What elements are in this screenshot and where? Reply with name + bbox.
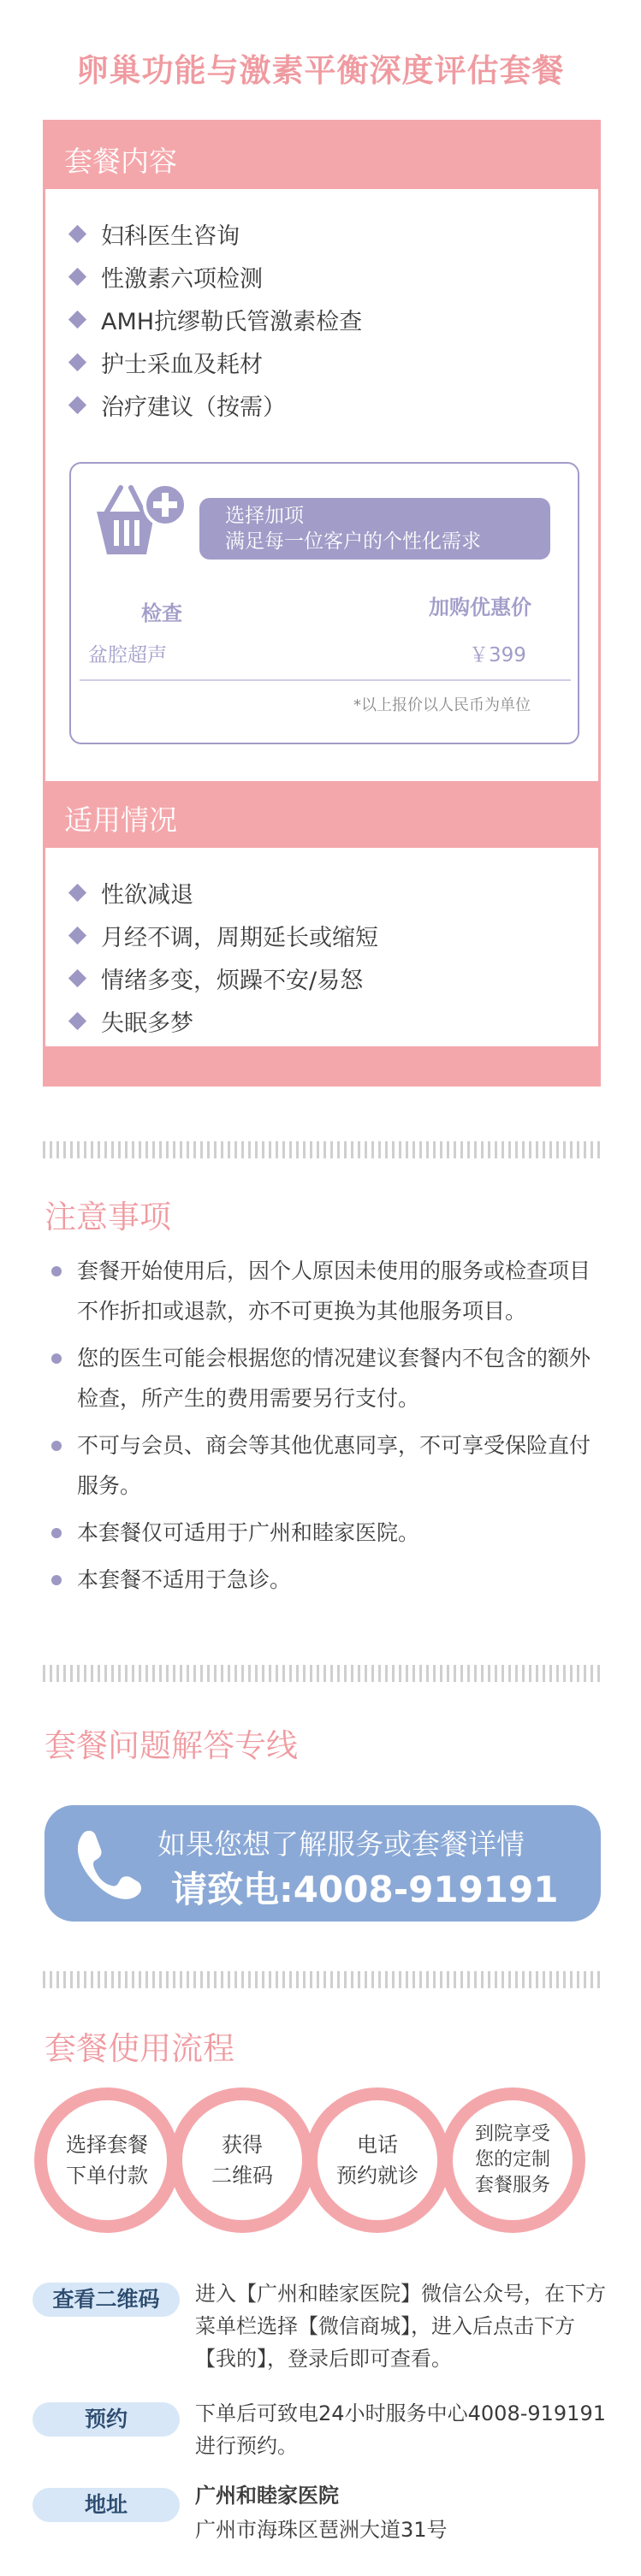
diamond-bullet-icon [68,224,86,242]
flow-step-order: 选择套餐 下单付款 [34,2087,180,2233]
list-item: 妇科医生咨询 [68,212,362,255]
address-text: 广州市海珠区琶洲大道31号 [195,2518,448,2542]
list-item: 本套餐仅可适用于广州和睦家医院。 [50,1513,597,1553]
list-item: 本套餐不适用于急诊。 [50,1560,597,1600]
list-item: AMH抗缪勒氏管激素检查 [68,298,362,341]
notes-title: 注意事项 [45,1199,171,1235]
list-item: 套餐开始使用后，因个人原因未使用的服务或检查项目不作折扣或退款，亦不可更换为其他服务项目。 [50,1251,597,1331]
applicable-title: 适用情况 [64,803,177,837]
divider [80,679,571,681]
package-items-list [68,212,362,426]
package-content-title: 套餐内容 [64,145,177,178]
diamond-bullet-icon [68,1011,86,1029]
addon-box [69,462,579,744]
addon-col-price: 加购优惠价 [429,595,531,619]
package-content-header [45,122,598,189]
list-item: 不可与会员、商会等其他优惠同享，不可享受保险直付服务。 [50,1425,597,1506]
list-item: 性欲减退 [68,871,378,914]
diamond-bullet-icon [68,267,86,285]
addon-item-name: 盆腔超声 [88,644,167,666]
applicable-header [45,781,598,848]
basket-plus-icon [90,476,193,561]
list-item: 情绪多变，烦躁不安/易怒 [68,956,378,999]
flow-step-qrcode: 获得 二维码 [169,2087,315,2233]
package-card [43,120,601,1087]
phone-icon [65,1824,144,1903]
diamond-bullet-icon [68,883,86,901]
qrcode-label: 查看二维码 [33,2283,180,2317]
hotline-text: 如果您想了解服务或套餐详情 [157,1827,525,1861]
booking-text: 下单后可致电24小时服务中心4008-919191进行预约。 [195,2401,606,2458]
diamond-bullet-icon [68,352,86,370]
diamond-bullet-icon [68,395,86,413]
divider [43,1665,601,1682]
list-item: 失眠多梦 [68,999,378,1042]
hotline-button[interactable] [45,1805,601,1922]
divider [43,1971,601,1988]
diamond-bullet-icon [68,926,86,944]
flow-steps [34,2087,599,2233]
address-label: 地址 [33,2488,180,2522]
divider [43,1141,601,1158]
list-item: 月经不调，周期延长或缩短 [68,914,378,956]
flow-step-booking: 电话 预约就诊 [305,2087,450,2233]
addon-pill-title: 选择加项 [225,505,304,527]
page-title: 卵巢功能与激素平衡深度评估套餐 [76,52,565,89]
list-item: 性激素六项检测 [68,255,362,298]
qrcode-text: 进入【广州和睦家医院】微信公众号，在下方菜单栏选择【微信商城】，进入后点击下方【我的】，登录后即可查看。 [195,2282,606,2371]
addon-pill [199,498,550,560]
addon-col-check: 检查 [141,601,182,625]
list-item: 护士采血及耗材 [68,341,362,383]
addon-note: *以上报价以人民币为单位 [353,696,531,714]
hotline-title: 套餐问题解答专线 [45,1727,298,1764]
address-name: 广州和睦家医院 [195,2484,339,2508]
addon-pill-subtitle: 满足每一位客户的个性化需求 [225,530,481,553]
list-item: 治疗建议（按需） [68,383,362,426]
applicable-list [68,871,378,1042]
notes-list [50,1251,597,1607]
list-item: 您的医生可能会根据您的情况建议套餐内不包含的额外检查，所产生的费用需要另行支付。 [50,1338,597,1418]
diamond-bullet-icon [68,968,86,986]
card-footer-bar [45,1046,598,1084]
diamond-bullet-icon [68,310,86,328]
flow-title: 套餐使用流程 [45,2030,234,2067]
booking-label: 预约 [33,2402,180,2437]
hotline-phone: 请致电:4008-919191 [171,1868,559,1910]
flow-step-service: 到院享受 您的定制 套餐服务 [440,2087,585,2233]
addon-item-price: ￥399 [469,644,526,666]
